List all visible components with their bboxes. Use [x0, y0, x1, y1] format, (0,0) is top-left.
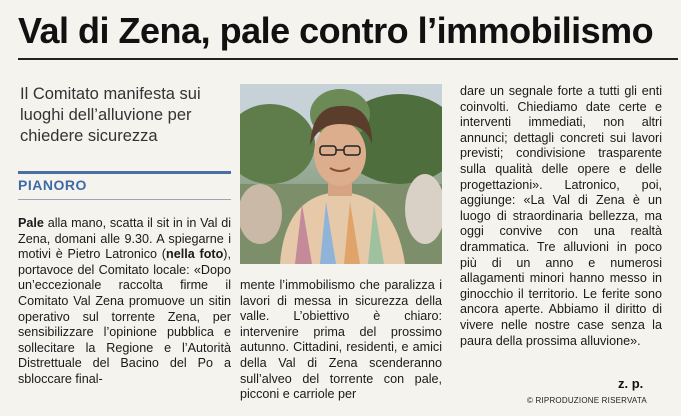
- intro-text: alla mano, scatta il sit in in Val di Zena, domani alle 9.30. A spiegarne i motivi è Pietro Latronico (: [18, 216, 231, 262]
- lead-word: Pale: [18, 216, 44, 230]
- copyright-notice: © RIPRODUZIONE RISERVATA: [527, 396, 647, 405]
- headline: Val di Zena, pale contro l’immobilismo: [18, 10, 654, 51]
- column-2-text: mente l’immobilismo che paralizza i lavori di messa in sicurezza della valle. L’obiettivo è chiaro: intervenire prima del prossimo autunno. Cittadini, residenti, e amici della Val di Zena scenderanno sull’alveo del torrente con pale, picconi e carriole per: [240, 278, 442, 402]
- article-column-3: [460, 84, 662, 349]
- section-label: PIANORO: [18, 177, 87, 193]
- section-rule-bottom: [18, 199, 231, 200]
- subheadline: Il Comitato manifesta sui luoghi dell’alluvione per chiedere sicurezza: [20, 85, 201, 145]
- column-3-text: dare un segnale forte a tutti gli enti coinvolti. Chiediamo date certe e interventi immediati, non altri annunci; dettagli concreti sui lavori previsti; condivisione trasparente sulla qualità delle opere e delle progettazioni». Latronico, poi, aggiunge: «La Val di Zena è un luogo di straordinaria bellezza, ma oggi convive con una realtà drammatica. Tre alluvioni in poco più di un anno e numerosi allagamenti minori hanno messo in ginocchio il territorio. Le ferite sono ancora aperte. Abbiamo il diritto di vivere nelle nostre case senza la paura della prossima alluvione».: [460, 84, 662, 348]
- article-column-1: [18, 216, 231, 388]
- headline-rule: [18, 58, 678, 60]
- portrait-illustration: [240, 84, 442, 264]
- author-signature: z. p.: [618, 376, 644, 391]
- section-rule-top: [18, 171, 231, 174]
- photo-reference: nella foto: [166, 247, 224, 262]
- portrait-photo: [240, 84, 442, 264]
- article-column-2: [240, 278, 442, 403]
- column-1-text: ), portavoce del Comitato locale: «Dopo un’eccezionale raccolta firme il Comitato Val Zena promuove un sitin operativo sul torrente Zena, per sensibilizzare l’opinione pubblica e sollecitare la Regione e l’Autorità Distrettuale del Bacino del Po a sbloccare final-: [18, 247, 231, 386]
